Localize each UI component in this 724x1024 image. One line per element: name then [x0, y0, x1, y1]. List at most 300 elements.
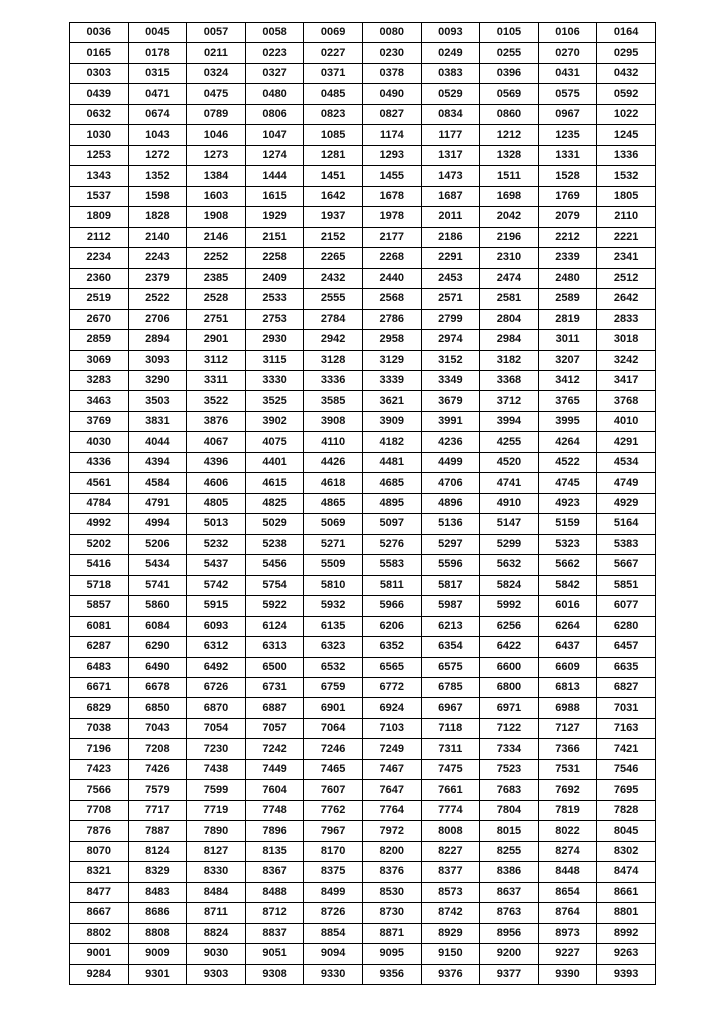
table-cell: 3679 — [421, 391, 480, 411]
table-cell: 3417 — [597, 370, 656, 390]
table-cell: 7208 — [128, 739, 187, 759]
table-cell: 7661 — [421, 780, 480, 800]
table-cell: 4394 — [128, 452, 187, 472]
table-cell: 6483 — [70, 657, 129, 677]
table-cell: 4923 — [538, 493, 597, 513]
table-cell: 5013 — [187, 514, 246, 534]
table-cell: 5860 — [128, 596, 187, 616]
table-cell: 6870 — [187, 698, 246, 718]
table-cell: 1805 — [597, 186, 656, 206]
table-row — [70, 145, 656, 165]
table-cell: 9303 — [187, 964, 246, 984]
table-cell: 0860 — [480, 104, 539, 124]
table-cell: 7423 — [70, 759, 129, 779]
table-cell: 4910 — [480, 493, 539, 513]
table-cell: 2042 — [480, 207, 539, 227]
table-cell: 9356 — [362, 964, 421, 984]
table-cell: 1030 — [70, 125, 129, 145]
table-row — [70, 944, 656, 964]
table-cell: 0431 — [538, 63, 597, 83]
table-cell: 1678 — [362, 186, 421, 206]
table-cell: 8015 — [480, 821, 539, 841]
table-cell: 4895 — [362, 493, 421, 513]
table-cell: 0327 — [245, 63, 304, 83]
table-cell: 1174 — [362, 125, 421, 145]
table-cell: 4110 — [304, 432, 363, 452]
table-cell: 8022 — [538, 821, 597, 841]
table-cell: 4745 — [538, 473, 597, 493]
table-cell: 6081 — [70, 616, 129, 636]
table-cell: 8330 — [187, 862, 246, 882]
table-cell: 0223 — [245, 43, 304, 63]
table-cell: 8045 — [597, 821, 656, 841]
table-cell: 2642 — [597, 289, 656, 309]
table-cell: 8730 — [362, 903, 421, 923]
table-cell: 7683 — [480, 780, 539, 800]
table-cell: 4784 — [70, 493, 129, 513]
table-row — [70, 350, 656, 370]
table-cell: 5817 — [421, 575, 480, 595]
table-cell: 9094 — [304, 944, 363, 964]
table-cell: 4561 — [70, 473, 129, 493]
table-cell: 8764 — [538, 903, 597, 923]
table-cell: 2474 — [480, 268, 539, 288]
table-cell: 3503 — [128, 391, 187, 411]
table-row — [70, 43, 656, 63]
table-cell: 9051 — [245, 944, 304, 964]
table-cell: 2480 — [538, 268, 597, 288]
table-cell: 9301 — [128, 964, 187, 984]
table-cell: 5583 — [362, 555, 421, 575]
table-cell: 4706 — [421, 473, 480, 493]
table-cell: 2196 — [480, 227, 539, 247]
table-cell: 1085 — [304, 125, 363, 145]
table-cell: 1384 — [187, 166, 246, 186]
table-cell: 2432 — [304, 268, 363, 288]
table-cell: 0106 — [538, 23, 597, 43]
table-cell: 3330 — [245, 370, 304, 390]
table-cell: 7692 — [538, 780, 597, 800]
table-cell: 1043 — [128, 125, 187, 145]
table-cell: 8448 — [538, 862, 597, 882]
table-cell: 0485 — [304, 84, 363, 104]
table-cell: 6016 — [538, 596, 597, 616]
table-row — [70, 800, 656, 820]
table-row — [70, 411, 656, 431]
table-cell: 9001 — [70, 944, 129, 964]
table-cell: 5323 — [538, 534, 597, 554]
table-cell: 3093 — [128, 350, 187, 370]
table-cell: 6901 — [304, 698, 363, 718]
table-cell: 4994 — [128, 514, 187, 534]
table-cell: 7064 — [304, 718, 363, 738]
table-row — [70, 330, 656, 350]
table-cell: 4426 — [304, 452, 363, 472]
table-row — [70, 432, 656, 452]
table-cell: 0036 — [70, 23, 129, 43]
table-cell: 7242 — [245, 739, 304, 759]
table-cell: 1046 — [187, 125, 246, 145]
table-cell: 5662 — [538, 555, 597, 575]
table-cell: 7122 — [480, 718, 539, 738]
table-cell: 5742 — [187, 575, 246, 595]
table-cell: 3242 — [597, 350, 656, 370]
table-cell: 7523 — [480, 759, 539, 779]
table-cell: 6135 — [304, 616, 363, 636]
table-cell: 2440 — [362, 268, 421, 288]
table-cell: 4520 — [480, 452, 539, 472]
table-cell: 6084 — [128, 616, 187, 636]
table-cell: 3621 — [362, 391, 421, 411]
table-cell: 0058 — [245, 23, 304, 43]
table-cell: 1177 — [421, 125, 480, 145]
table-cell: 7887 — [128, 821, 187, 841]
table-cell: 3311 — [187, 370, 246, 390]
table-cell: 7246 — [304, 739, 363, 759]
table-cell: 2146 — [187, 227, 246, 247]
table-cell: 2265 — [304, 248, 363, 268]
table-cell: 7748 — [245, 800, 304, 820]
table-cell: 3129 — [362, 350, 421, 370]
table-cell: 8321 — [70, 862, 129, 882]
table-cell: 4741 — [480, 473, 539, 493]
table-cell: 1809 — [70, 207, 129, 227]
table-cell: 4075 — [245, 432, 304, 452]
table-cell: 3876 — [187, 411, 246, 431]
table-cell: 2799 — [421, 309, 480, 329]
table-cell: 1937 — [304, 207, 363, 227]
table-cell: 2804 — [480, 309, 539, 329]
table-cell: 6213 — [421, 616, 480, 636]
table-cell: 6287 — [70, 637, 129, 657]
table-cell: 3207 — [538, 350, 597, 370]
table-cell: 0575 — [538, 84, 597, 104]
table-row — [70, 882, 656, 902]
table-cell: 9095 — [362, 944, 421, 964]
table-cell: 3522 — [187, 391, 246, 411]
table-cell: 7054 — [187, 718, 246, 738]
table-cell: 5509 — [304, 555, 363, 575]
table-cell: 9284 — [70, 964, 129, 984]
table-cell: 5299 — [480, 534, 539, 554]
table-cell: 0569 — [480, 84, 539, 104]
table-cell: 0432 — [597, 63, 656, 83]
table-cell: 8170 — [304, 841, 363, 861]
table-cell: 3908 — [304, 411, 363, 431]
table-cell: 4615 — [245, 473, 304, 493]
table-cell: 0080 — [362, 23, 421, 43]
table-cell: 1603 — [187, 186, 246, 206]
table-cell: 6731 — [245, 678, 304, 698]
table-cell: 7467 — [362, 759, 421, 779]
table-cell: 0396 — [480, 63, 539, 83]
table-cell: 2819 — [538, 309, 597, 329]
table-cell: 5029 — [245, 514, 304, 534]
table-cell: 2859 — [70, 330, 129, 350]
table-cell: 5741 — [128, 575, 187, 595]
table-cell: 6280 — [597, 616, 656, 636]
table-cell: 5297 — [421, 534, 480, 554]
table-cell: 5987 — [421, 596, 480, 616]
table-cell: 1537 — [70, 186, 129, 206]
table-cell: 3765 — [538, 391, 597, 411]
table-cell: 4825 — [245, 493, 304, 513]
table-cell: 8200 — [362, 841, 421, 861]
table-cell: 1343 — [70, 166, 129, 186]
table-cell: 0057 — [187, 23, 246, 43]
table-cell: 2310 — [480, 248, 539, 268]
table-cell: 0069 — [304, 23, 363, 43]
table-cell: 2522 — [128, 289, 187, 309]
table-cell: 4896 — [421, 493, 480, 513]
table-cell: 2753 — [245, 309, 304, 329]
table-cell: 4264 — [538, 432, 597, 452]
table-cell: 3525 — [245, 391, 304, 411]
table-cell: 3290 — [128, 370, 187, 390]
table-row — [70, 186, 656, 206]
table-cell: 5718 — [70, 575, 129, 595]
table-cell: 5276 — [362, 534, 421, 554]
table-cell: 6813 — [538, 678, 597, 698]
table-cell: 8302 — [597, 841, 656, 861]
table-cell: 6352 — [362, 637, 421, 657]
table-cell: 6575 — [421, 657, 480, 677]
table-cell: 8854 — [304, 923, 363, 943]
table-row — [70, 166, 656, 186]
table-cell: 2379 — [128, 268, 187, 288]
table-cell: 6759 — [304, 678, 363, 698]
table-row — [70, 268, 656, 288]
table-cell: 4584 — [128, 473, 187, 493]
table-cell: 0211 — [187, 43, 246, 63]
table-cell: 5238 — [245, 534, 304, 554]
table-cell: 5851 — [597, 575, 656, 595]
table-cell: 4067 — [187, 432, 246, 452]
table-cell: 8654 — [538, 882, 597, 902]
table-cell: 3011 — [538, 330, 597, 350]
table-cell: 1615 — [245, 186, 304, 206]
table-cell: 8484 — [187, 882, 246, 902]
table-cell: 0227 — [304, 43, 363, 63]
table-cell: 1336 — [597, 145, 656, 165]
table-row — [70, 452, 656, 472]
table-cell: 7876 — [70, 821, 129, 841]
table-cell: 8499 — [304, 882, 363, 902]
table-cell: 2833 — [597, 309, 656, 329]
table-cell: 1769 — [538, 186, 597, 206]
table-cell: 7249 — [362, 739, 421, 759]
table-cell: 0303 — [70, 63, 129, 83]
table-cell: 0789 — [187, 104, 246, 124]
table-cell: 0490 — [362, 84, 421, 104]
table-cell: 3115 — [245, 350, 304, 370]
table-cell: 2011 — [421, 207, 480, 227]
table-row — [70, 555, 656, 575]
table-cell: 5842 — [538, 575, 597, 595]
table-cell: 2268 — [362, 248, 421, 268]
table-row — [70, 289, 656, 309]
table-cell: 4685 — [362, 473, 421, 493]
table-cell: 7719 — [187, 800, 246, 820]
table-cell: 3769 — [70, 411, 129, 431]
table-cell: 7311 — [421, 739, 480, 759]
table-cell: 2243 — [128, 248, 187, 268]
table-cell: 8329 — [128, 862, 187, 882]
table-cell: 9393 — [597, 964, 656, 984]
table-row — [70, 514, 656, 534]
table-cell: 4929 — [597, 493, 656, 513]
table-cell: 8008 — [421, 821, 480, 841]
table-cell: 1598 — [128, 186, 187, 206]
table-cell: 0806 — [245, 104, 304, 124]
table-row — [70, 370, 656, 390]
table-cell: 5857 — [70, 596, 129, 616]
table-row — [70, 739, 656, 759]
table-cell: 5437 — [187, 555, 246, 575]
table-cell: 8488 — [245, 882, 304, 902]
table-cell: 7566 — [70, 780, 129, 800]
table-row — [70, 657, 656, 677]
table-cell: 6323 — [304, 637, 363, 657]
table-cell: 8711 — [187, 903, 246, 923]
table-cell: 6256 — [480, 616, 539, 636]
table-cell: 9227 — [538, 944, 597, 964]
table-cell: 6565 — [362, 657, 421, 677]
table-cell: 7774 — [421, 800, 480, 820]
table-cell: 4044 — [128, 432, 187, 452]
table-cell: 2252 — [187, 248, 246, 268]
table-cell: 0632 — [70, 104, 129, 124]
table-cell: 2942 — [304, 330, 363, 350]
table-cell: 5932 — [304, 596, 363, 616]
table-cell: 5232 — [187, 534, 246, 554]
table-cell: 3991 — [421, 411, 480, 431]
table-cell: 3463 — [70, 391, 129, 411]
table-cell: 2958 — [362, 330, 421, 350]
table-cell: 8127 — [187, 841, 246, 861]
number-table-body — [70, 23, 656, 985]
table-cell: 5915 — [187, 596, 246, 616]
table-cell: 2751 — [187, 309, 246, 329]
table-cell: 8929 — [421, 923, 480, 943]
table-cell: 4992 — [70, 514, 129, 534]
table-cell: 6850 — [128, 698, 187, 718]
table-cell: 0249 — [421, 43, 480, 63]
table-cell: 8274 — [538, 841, 597, 861]
table-cell: 6678 — [128, 678, 187, 698]
table-row — [70, 309, 656, 329]
table-cell: 2581 — [480, 289, 539, 309]
table-cell: 6971 — [480, 698, 539, 718]
table-cell: 7896 — [245, 821, 304, 841]
table-cell: 3339 — [362, 370, 421, 390]
table-cell: 3112 — [187, 350, 246, 370]
table-cell: 2079 — [538, 207, 597, 227]
table-cell: 8973 — [538, 923, 597, 943]
table-cell: 2409 — [245, 268, 304, 288]
table-cell: 5206 — [128, 534, 187, 554]
table-cell: 6800 — [480, 678, 539, 698]
table-cell: 8802 — [70, 923, 129, 943]
table-cell: 8227 — [421, 841, 480, 861]
table-cell: 2571 — [421, 289, 480, 309]
table-row — [70, 227, 656, 247]
table-row — [70, 248, 656, 268]
table-cell: 0471 — [128, 84, 187, 104]
table-cell: 1352 — [128, 166, 187, 186]
table-cell: 1929 — [245, 207, 304, 227]
table-cell: 4291 — [597, 432, 656, 452]
table-cell: 6609 — [538, 657, 597, 677]
table-cell: 0178 — [128, 43, 187, 63]
table-row — [70, 23, 656, 43]
table-cell: 8686 — [128, 903, 187, 923]
table-cell: 2706 — [128, 309, 187, 329]
table-cell: 7465 — [304, 759, 363, 779]
table-cell: 0827 — [362, 104, 421, 124]
table-cell: 4182 — [362, 432, 421, 452]
table-row — [70, 84, 656, 104]
table-cell: 2984 — [480, 330, 539, 350]
table-cell: 3336 — [304, 370, 363, 390]
table-cell: 6887 — [245, 698, 304, 718]
table-row — [70, 698, 656, 718]
table-cell: 1047 — [245, 125, 304, 145]
table-cell: 8135 — [245, 841, 304, 861]
table-cell: 7196 — [70, 739, 129, 759]
table-cell: 9308 — [245, 964, 304, 984]
table-cell: 0475 — [187, 84, 246, 104]
table-cell: 2212 — [538, 227, 597, 247]
table-cell: 6967 — [421, 698, 480, 718]
table-cell: 9030 — [187, 944, 246, 964]
table-cell: 2974 — [421, 330, 480, 350]
table-cell: 8824 — [187, 923, 246, 943]
table-cell: 1245 — [597, 125, 656, 145]
table-cell: 7828 — [597, 800, 656, 820]
table-cell: 0674 — [128, 104, 187, 124]
table-row — [70, 759, 656, 779]
table-cell: 1828 — [128, 207, 187, 227]
table-cell: 5966 — [362, 596, 421, 616]
table-cell: 4749 — [597, 473, 656, 493]
table-cell: 0371 — [304, 63, 363, 83]
table-row — [70, 678, 656, 698]
table-cell: 1455 — [362, 166, 421, 186]
table-cell: 2140 — [128, 227, 187, 247]
table-row — [70, 493, 656, 513]
table-cell: 9376 — [421, 964, 480, 984]
table-cell: 8477 — [70, 882, 129, 902]
table-cell: 6422 — [480, 637, 539, 657]
table-cell: 0295 — [597, 43, 656, 63]
table-cell: 1235 — [538, 125, 597, 145]
table-cell: 7334 — [480, 739, 539, 759]
table-cell: 2894 — [128, 330, 187, 350]
table-row — [70, 207, 656, 227]
table-cell: 8742 — [421, 903, 480, 923]
table-cell: 8367 — [245, 862, 304, 882]
table-cell: 7163 — [597, 718, 656, 738]
table-cell: 1253 — [70, 145, 129, 165]
table-cell: 2234 — [70, 248, 129, 268]
table-cell: 0230 — [362, 43, 421, 63]
table-cell: 2512 — [597, 268, 656, 288]
table-row — [70, 718, 656, 738]
table-cell: 4534 — [597, 452, 656, 472]
table-cell: 8726 — [304, 903, 363, 923]
table-cell: 6924 — [362, 698, 421, 718]
